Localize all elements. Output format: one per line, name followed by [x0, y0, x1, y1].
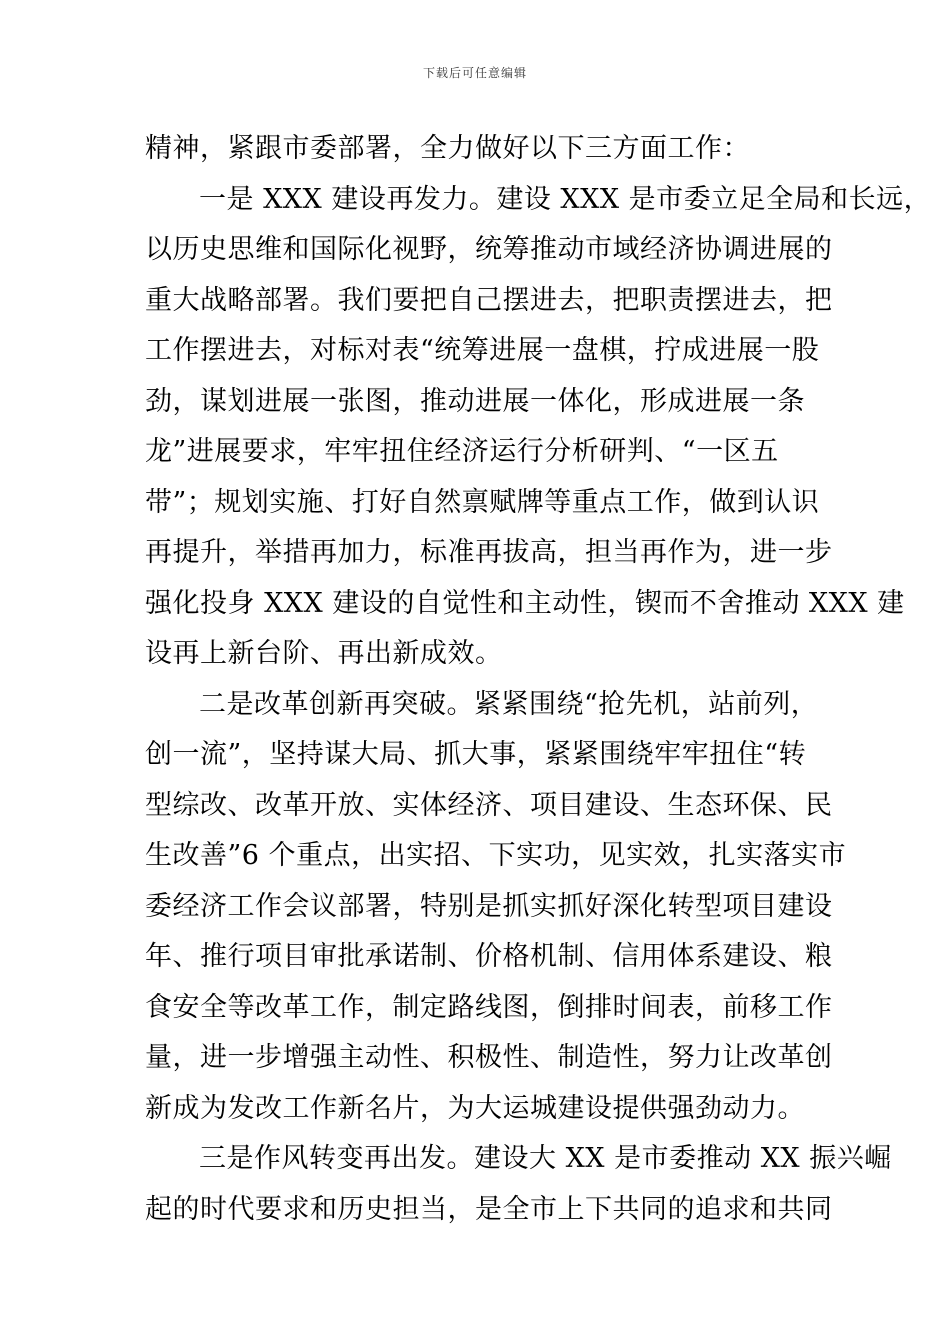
text-line: 量，进一步增强主动性、积极性、制造性，努力让改革创: [145, 1042, 833, 1073]
text-line: 工作摆进去，对标对表“统筹进展一盘棋，拧成进展一股: [145, 335, 820, 366]
text-line: 起的时代要求和历史担当，是全市上下共同的追求和共同: [145, 1193, 833, 1225]
text-line: 再提升，举措再加力，标准再拔高，担当再作为，进一步: [145, 537, 833, 568]
document-body: [145, 127, 932, 1238]
text-line: 带”；规划实施、打好自然禀赋牌等重点工作，做到认识: [145, 486, 820, 518]
text-line: 龙”进展要求，牢牢扭住经济运行分析研判、“一区五: [145, 436, 779, 467]
text-line: 以历史思维和国际化视野，统筹推动市域经济协调进展的: [145, 234, 833, 265]
text-line: 劲，谋划进展一张图，推动进展一体化，形成进展一条: [145, 385, 805, 417]
text-line: 委经济工作会议部署，特别是抓实抓好深化转型项目建设: [145, 890, 833, 922]
text-line: 精神，紧跟市委部署，全力做好以下三方面工作：: [145, 133, 750, 164]
text-line: 重大战略部署。我们要把自己摆进去，把职责摆进去，把: [145, 284, 833, 316]
page-header: 下载后可任意编辑: [422, 66, 527, 80]
text-line: 新成为发改工作新名片，为大运城建设提供强劲动力。: [145, 1092, 805, 1124]
text-line: 生改善”6 个重点，出实招、下实功，见实效，扎实落实市: [145, 840, 847, 871]
paragraph-start-line: 二是改革创新再突破。紧紧围绕“抢先机，站前列，: [199, 688, 819, 720]
text-line: 设再上新台阶、再出新成效。: [145, 638, 503, 669]
text-line: 食安全等改革工作，制定路线图，倒排时间表，前移工作: [145, 991, 833, 1023]
text-line: 年、推行项目审批承诺制、价格机制、信用体系建设、粮: [145, 941, 833, 972]
text-line: 创一流”，坚持谋大局、抓大事，紧紧围绕牢牢扭住“转: [145, 739, 807, 770]
text-line: 强化投身 XXX 建设的自觉性和主动性，锲而不舍推动 XXX 建: [145, 587, 905, 619]
text-line: 型综改、改革开放、实体经济、项目建设、生态环保、民: [145, 789, 833, 821]
paragraph-start-line: 一是 XXX 建设再发力。建设 XXX 是市委立足全局和长远，: [199, 183, 932, 215]
paragraph-start-line: 三是作风转变再出发。建设大 XX 是市委推动 XX 振兴崛: [199, 1143, 892, 1174]
